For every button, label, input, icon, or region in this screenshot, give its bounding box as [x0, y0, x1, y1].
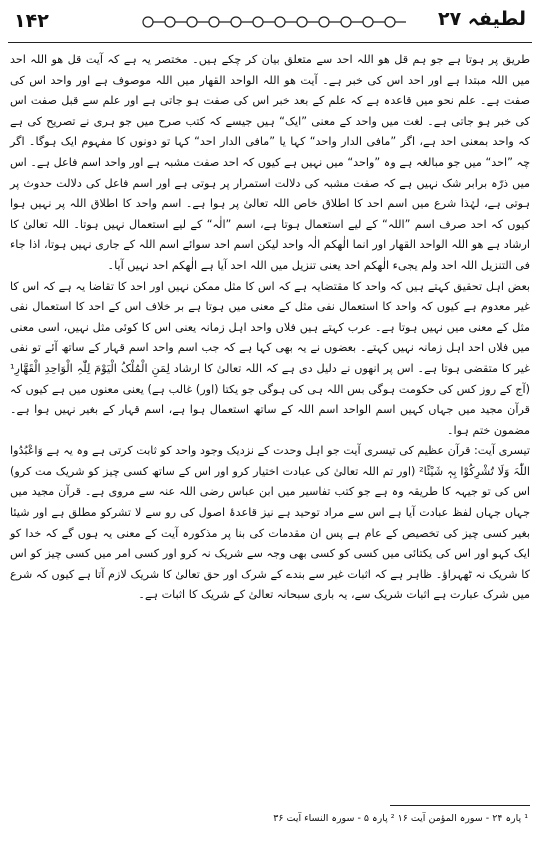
header-divider: [8, 42, 532, 43]
page-header: [8, 6, 532, 40]
paragraph-3: تیسری آیت: قرآن عظیم کی تیسری آیت جو اہل وحدت کے نزدیک وجود واحد کو ثابت کرتی ہے وہ یہ ہے وَاعْبُدُوا اللّٰہَ وَلَا تُشْرِکُوْا بِہٖ شَیْئًا² (اور تم اللہ تعالیٰ کی عبادت اختیار کرو اور اس کے ساتھ کسی چیز کو شریک مت کرو) اس کی تو جیہہ کا طریقہ وہ ہے جو کتب تفاسیر میں ابن عباس رضی اللہ عنہ سے مروی ہے۔ قرآن مجید میں جہاں جہاں لفظ عبادت آیا ہے اس سے مراد توحید ہے نیز قاعدۂ اصول کی رو سے لا تشرکو مطلق ہے اور شیئا بغیر کسی چیز کی تخصیص کے عام ہے پس ان مقدمات کی بنا پر مذکورہ آیت کے معنی یہ ہوں گے کہ خدا کو ایک کہو اور اس کی یکتائی میں کسی کو کسی بھی وجہ سے شریک نہ کرو اور کسی امر میں کسی چیز کو اس کا شریک نہ ٹھہراؤ۔ ظاہر ہے کہ اثبات غیر سے بندے کے شرک اور حق تعالیٰ کا شریک لازم آتا ہے کیوں کہ شرع میں شرک عبارت ہے اثبات شریک سے، یہ باری سبحانہ تعالیٰ کے شریک کا اثبات ہے۔: [10, 444, 530, 602]
decorative-ornament-icon: [140, 14, 408, 30]
footnote-divider: [390, 805, 530, 806]
paragraph-2: بعض اہل تحقیق کہتے ہیں کہ واحد کا مقتضایہ ہے کہ اس کا مثل ممکن نہیں اور احد کا تقاضا یہ ہے کہ اس کا غیر معدوم ہے کیوں کہ واحد کا استعمال نفی مثل کے معنی میں ہوتا ہے بر خلاف اس کے احد کا استعمال نفی مثل کے معنی میں نہیں ہوتا ہے۔ عرب کہتے ہیں فلاں واحد اہل زمانہ یعنی اس کا کوئی مثل نہیں، اسی معنی میں فلاں احد اہل زمانہ نہیں کہتے۔ بعضوں نے یہ بھی کہا ہے کہ جب اسم واحد اسم قہار کے ساتھ آئے تو نفی غیر کا متقضی ہوتا ہے۔ اس پر انھوں نے دلیل دی ہے کہ اللہ تعالیٰ کا ارشاد لِمَنِ الْمُلْکُ الْیَوْمَ لِلّٰہِ الْوَاحِدِ الْقَھَّارِ¹ (آج کے روز کس کی حکومت ہوگی بس اللہ ہی کی ہوگی جو یکتا (اور) غالب ہے) یعنی معنوں میں ہے کیوں کہ قرآن مجید میں جہاں کہیں اسم الواحد اسم اللہ کے ساتھ استعمال ہوا ہے، اسم قہار کے بغیر نہیں ہوا ہے۔ مضمون ختم ہوا۔: [10, 279, 530, 437]
page-number: ۱۴۲: [14, 10, 49, 32]
paragraph-1: طریق پر ہوتا ہے جو ہم قل ھو اللہ احد سے متعلق بیان کر چکے ہیں۔ مختصر یہ ہے کہ آیت قل ھو اللہ احد میں اللہ مبتدا ہے اور احد اس کی خبر ہے۔ آیت ھو اللہ الواحد القھار میں اللہ موصوف ہے اور واحد اس کی صفت ہے۔ علم نحو میں قاعدہ ہے کہ علم کے بعد خبر اس کی صفت ہو جاتی ہے اور علم سے قبل صفت اس کی خبر ہو جاتی ہے۔ لغت میں واحد کے معنی ”ایک“ ہیں جیسے کہ کتب صرح میں جو ہری نے تصریح کی ہے کہ واحد بمعنی احد ہے، اگر ”مافی الدار واحد“ کہا یا ”مافی الدار احد“ کہا تو دونوں کا مفہوم ایک ہوگا۔ اگر چہ ”احد“ میں جو مبالغہ ہے وہ ”واحد“ میں نہیں ہے کیوں کہ احد صفت مشبہ ہے اور واحد اسم فاعل ہے۔ اس میں ذرّہ برابر شک نہیں ہے کہ صفت مشبہ کی دلالت استمرار پر ہوتی ہے اور اسم فاعل کی دلالت حدوث پر ہوتی ہے، لہٰذا شرع میں اسم احد کا اطلاق خاص اللہ تعالیٰ پر ہوا ہے۔ اسم واحد کا اطلاق اللہ پر نہیں ہوا کیوں کہ احد صرف اسم ”اللہ“ کے لیے استعمال ہوتا ہے، اسم ”الٰہ“ کے لیے استعمال نہیں ہوتا۔ اللہ تعالیٰ کا ارشاد ہے ھو اللہ الواحد القھار اور انما الٰھکم الٰہ واحد لیکن اسم احد سوائے اسم اللہ کے جاری نہیں ہوتا، اذا جاء فی التنزیل اللہ احد ولم یجیء الٰھکم احد یعنی تنزیل میں اللہ احد آیا ہے الٰھکم احد نہیں آیا۔: [10, 53, 530, 272]
main-text: [10, 50, 530, 606]
footnotes: ¹ پارہ ۲۴ - سورہ المؤمن آیت ۱۶ ² پارہ ۵ - سورہ النساء آیت ۳۶: [273, 813, 528, 824]
chapter-title: لطیفہ ۲۷: [437, 8, 526, 30]
